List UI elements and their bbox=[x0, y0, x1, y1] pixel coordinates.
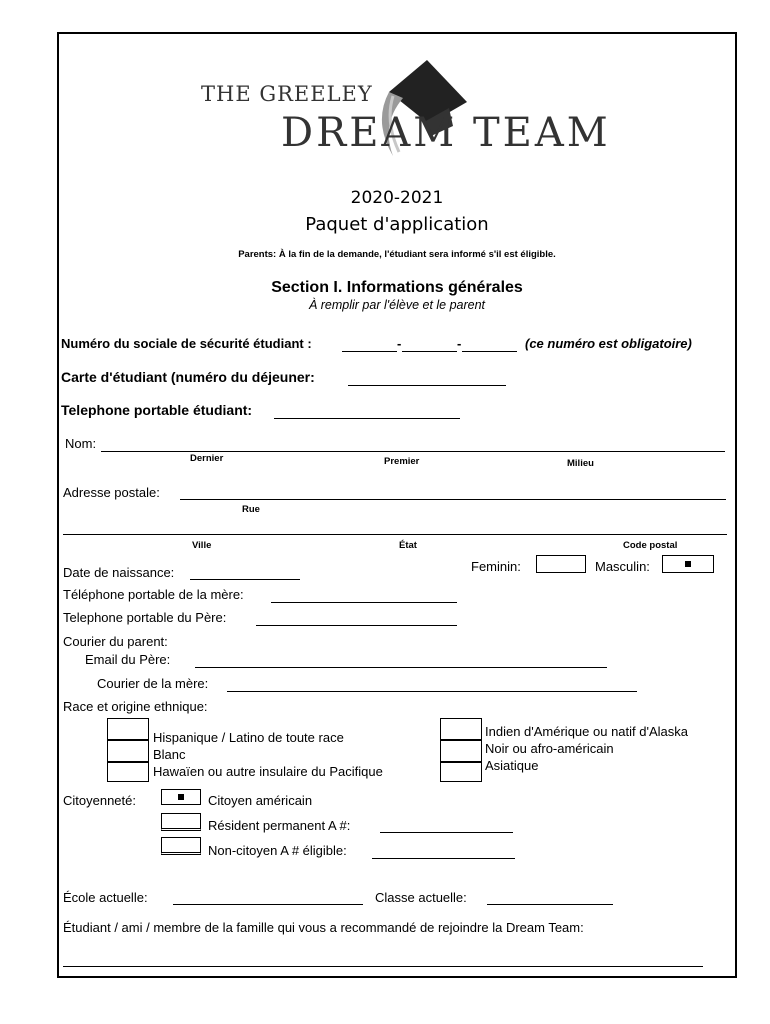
mother-phone-label: Téléphone portable de la mère: bbox=[63, 587, 244, 602]
father-phone-label: Telephone portable du Père: bbox=[63, 610, 227, 625]
ssn-required-note: (ce numéro est obligatoire) bbox=[525, 336, 692, 351]
name-sub-first: Premier bbox=[384, 456, 420, 467]
resident-option: Résident permanent A #: bbox=[208, 818, 351, 833]
ssn-part3-field[interactable] bbox=[462, 351, 517, 352]
female-label: Feminin: bbox=[471, 559, 521, 574]
city-state-zip-field[interactable] bbox=[63, 534, 727, 535]
parent-notice: Parents: À la fin de la demande, l'étudiant sera informé s'il est éligible. bbox=[238, 249, 556, 260]
noncitizen-a-number-field[interactable] bbox=[372, 858, 515, 859]
male-label: Masculin: bbox=[595, 559, 650, 574]
race-native-checkbox[interactable] bbox=[440, 718, 482, 740]
race-option-asian: Asiatique bbox=[485, 758, 539, 773]
student-card-label: Carte d'étudiant (numéro du déjeuner: bbox=[61, 369, 315, 385]
ssn-label: Numéro du sociale de sécurité étudiant : bbox=[61, 336, 312, 351]
form-year: 2020-2021 bbox=[350, 188, 444, 208]
school-field[interactable] bbox=[173, 904, 363, 905]
street-field[interactable] bbox=[180, 499, 726, 500]
logo-line2: DREAM TEAM bbox=[281, 110, 611, 156]
birthdate-field[interactable] bbox=[190, 579, 300, 580]
student-card-field[interactable] bbox=[348, 385, 506, 386]
ssn-part1-field[interactable] bbox=[342, 351, 397, 352]
logo-line1: THE GREELEY bbox=[201, 82, 373, 106]
section-title: Section I. Informations générales bbox=[271, 279, 523, 296]
race-label: Race et origine ethnique: bbox=[63, 699, 208, 714]
grade-label: Classe actuelle: bbox=[375, 890, 467, 905]
father-email-label: Email du Père: bbox=[85, 652, 171, 667]
race-option-hispanic: Hispanique / Latino de toute race bbox=[153, 730, 344, 745]
noncitizen-option: Non-citoyen A # éligible: bbox=[208, 843, 347, 858]
application-form bbox=[57, 32, 737, 978]
father-phone-field[interactable] bbox=[256, 625, 457, 626]
citizen-checkbox[interactable] bbox=[161, 789, 201, 805]
grade-field[interactable] bbox=[487, 904, 613, 905]
mother-courier-label: Courier de la mère: bbox=[97, 676, 209, 691]
name-sub-last: Dernier bbox=[190, 453, 224, 464]
parent-courier-label: Courier du parent: bbox=[63, 634, 168, 649]
race-option-native: Indien d'Amérique ou natif d'Alaska bbox=[485, 724, 688, 739]
logo bbox=[189, 54, 609, 164]
female-checkbox[interactable] bbox=[536, 555, 586, 573]
address-sub-street: Rue bbox=[242, 504, 260, 515]
race-asian-checkbox[interactable] bbox=[440, 762, 482, 782]
race-white-checkbox[interactable] bbox=[107, 740, 149, 762]
name-label: Nom: bbox=[65, 436, 97, 451]
student-phone-label: Telephone portable étudiant: bbox=[61, 402, 253, 418]
race-option-hawaiian: Hawaïen ou autre insulaire du Pacifique bbox=[153, 764, 383, 779]
address-label: Adresse postale: bbox=[63, 485, 160, 500]
name-field[interactable] bbox=[101, 451, 725, 452]
name-sub-middle: Milieu bbox=[567, 458, 594, 469]
noncitizen-checkbox[interactable] bbox=[161, 837, 201, 855]
form-title: Paquet d'application bbox=[305, 214, 489, 235]
resident-checkbox[interactable] bbox=[161, 813, 201, 831]
mother-phone-field[interactable] bbox=[271, 602, 457, 603]
race-option-white: Blanc bbox=[153, 747, 186, 762]
student-phone-field[interactable] bbox=[274, 418, 460, 419]
race-hawaiian-checkbox[interactable] bbox=[107, 762, 149, 782]
section-subtitle: À remplir par l'élève et le parent bbox=[308, 298, 486, 312]
race-hispanic-checkbox[interactable] bbox=[107, 718, 149, 740]
school-label: École actuelle: bbox=[63, 890, 148, 905]
referral-label: Étudiant / ami / membre de la famille qui vous a recommandé de rejoindre la Dream Team: bbox=[63, 920, 584, 935]
address-sub-city: Ville bbox=[192, 540, 212, 551]
referral-field[interactable] bbox=[63, 966, 703, 967]
race-black-checkbox[interactable] bbox=[440, 740, 482, 762]
address-sub-zip: Code postal bbox=[623, 540, 678, 551]
mother-courier-field[interactable] bbox=[227, 691, 637, 692]
male-checkbox[interactable] bbox=[662, 555, 714, 573]
birthdate-label: Date de naissance: bbox=[63, 565, 175, 580]
resident-a-number-field[interactable] bbox=[380, 832, 513, 833]
father-email-field[interactable] bbox=[195, 667, 607, 668]
citizen-option: Citoyen américain bbox=[208, 793, 313, 808]
race-option-black: Noir ou afro-américain bbox=[485, 741, 614, 756]
address-sub-state: État bbox=[399, 540, 417, 551]
citizenship-label: Citoyenneté: bbox=[63, 793, 136, 808]
ssn-dash-2: - bbox=[457, 336, 462, 351]
ssn-part2-field[interactable] bbox=[402, 351, 457, 352]
ssn-dash-1: - bbox=[397, 336, 402, 351]
